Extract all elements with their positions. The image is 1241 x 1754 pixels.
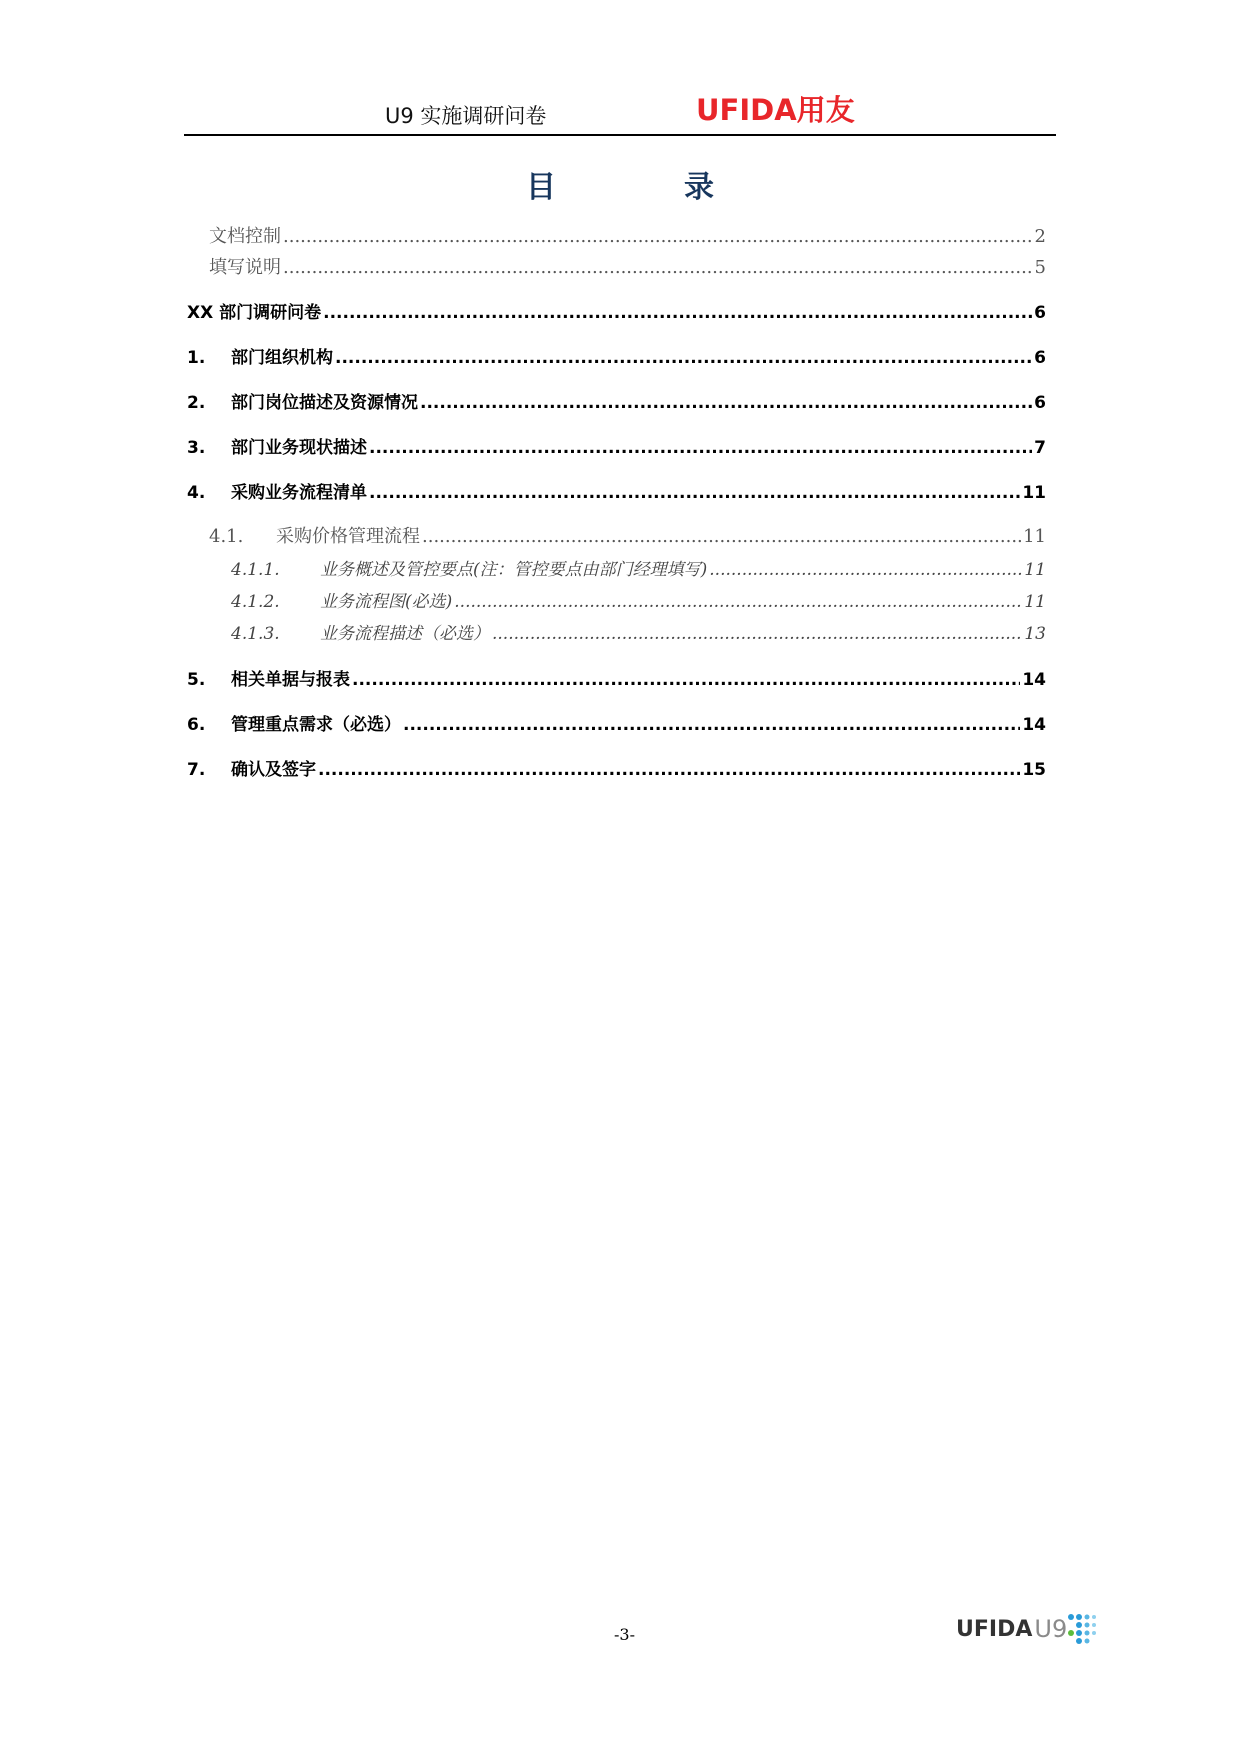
toc-entry-text: 文档控制 xyxy=(209,226,281,247)
toc-entry-text: 业务概述及管控要点(注：管控要点由部门经理填写) xyxy=(320,560,708,580)
toc-entry[interactable] xyxy=(187,433,1046,458)
toc-leader xyxy=(369,483,1020,503)
toc-entry-page: 5 xyxy=(1034,257,1046,278)
toc-entry-number: 6. xyxy=(187,715,206,735)
toc-leader xyxy=(318,760,1020,780)
toc-entry-page: 6 xyxy=(1034,303,1046,323)
toc-entry-page: 13 xyxy=(1024,624,1046,644)
toc-leader xyxy=(709,560,1022,580)
toc-leader xyxy=(283,226,1033,247)
toc-entry-text: 确认及签字 xyxy=(231,760,316,780)
header-divider xyxy=(184,134,1056,136)
toc-entry-text: 业务流程图(必选) xyxy=(320,592,453,612)
toc-entry[interactable] xyxy=(187,343,1046,368)
toc-entry-text: 相关单据与报表 xyxy=(231,670,350,690)
toc-entry-number: 7. xyxy=(187,760,206,780)
ufida-u9-logo xyxy=(956,1612,1097,1646)
toc-entry-page: 11 xyxy=(1023,526,1046,547)
toc-entry-number: 1. xyxy=(187,348,206,368)
toc-leader xyxy=(403,715,1020,735)
ufida-logo: UFIDA用友 xyxy=(696,93,855,127)
toc-entry-page: 11 xyxy=(1024,592,1046,612)
toc-title: 目录 xyxy=(526,170,842,205)
toc-entry[interactable] xyxy=(187,710,1046,735)
toc-entry[interactable] xyxy=(187,755,1046,780)
toc-leader xyxy=(422,526,1021,547)
toc-entry-page: 2 xyxy=(1034,226,1046,247)
toc-entry-page: 7 xyxy=(1034,438,1046,458)
toc-entry-text: 业务流程描述（必选） xyxy=(320,624,490,644)
toc-entry-page: 6 xyxy=(1034,348,1046,368)
toc-entry[interactable] xyxy=(209,253,1046,279)
toc-entry-text: XX 部门调研问卷 xyxy=(187,303,322,323)
toc-entry[interactable] xyxy=(187,388,1046,413)
footer-logo-product: U9 xyxy=(1034,1615,1068,1643)
toc-leader xyxy=(323,303,1032,323)
toc-entry-text: 管理重点需求（必选） xyxy=(231,715,401,735)
toc-entry-number: 2. xyxy=(187,393,206,413)
toc-entry[interactable] xyxy=(209,222,1046,248)
toc-entry-number: 4.1. xyxy=(209,526,244,547)
toc-entry[interactable] xyxy=(231,619,1046,644)
toc-entry[interactable] xyxy=(231,587,1046,612)
toc-entry[interactable] xyxy=(209,522,1046,548)
toc-entry[interactable] xyxy=(231,555,1046,580)
toc-entry[interactable] xyxy=(187,665,1046,690)
toc-entry-number: 4.1.3. xyxy=(231,624,280,644)
toc-entry-number: 3. xyxy=(187,438,206,458)
page-number: -3- xyxy=(614,1625,635,1644)
toc-entry[interactable] xyxy=(187,478,1046,503)
toc-entry[interactable] xyxy=(187,298,1046,323)
toc-entry-text: 采购业务流程清单 xyxy=(231,483,367,503)
toc-leader xyxy=(369,438,1032,458)
toc-entry-text: 部门业务现状描述 xyxy=(231,438,367,458)
header-title: U9 实施调研问卷 xyxy=(385,104,547,128)
toc-entry-number: 4.1.1. xyxy=(231,560,280,580)
toc-leader xyxy=(352,670,1020,690)
toc-entry-page: 15 xyxy=(1022,760,1046,780)
toc-leader xyxy=(420,393,1032,413)
footer-logo-brand: UFIDA xyxy=(956,1616,1033,1642)
toc-entry-text: 填写说明 xyxy=(209,257,281,278)
toc-entry-page: 6 xyxy=(1034,393,1046,413)
toc-entry-text: 部门组织机构 xyxy=(231,348,333,368)
toc-entry-text: 部门岗位描述及资源情况 xyxy=(231,393,418,413)
toc-entry-page: 11 xyxy=(1022,483,1046,503)
toc-entry-number: 4. xyxy=(187,483,206,503)
toc-entry-page: 14 xyxy=(1022,670,1046,690)
dots-icon xyxy=(1067,1612,1097,1646)
toc-entry-page: 11 xyxy=(1024,560,1046,580)
toc-leader xyxy=(283,257,1033,278)
toc-entry-number: 4.1.2. xyxy=(231,592,280,612)
toc-entry-page: 14 xyxy=(1022,715,1046,735)
toc-leader xyxy=(335,348,1032,368)
toc-leader xyxy=(492,624,1022,644)
toc-entry-number: 5. xyxy=(187,670,206,690)
toc-entry-text: 采购价格管理流程 xyxy=(276,526,420,547)
toc-leader xyxy=(454,592,1022,612)
